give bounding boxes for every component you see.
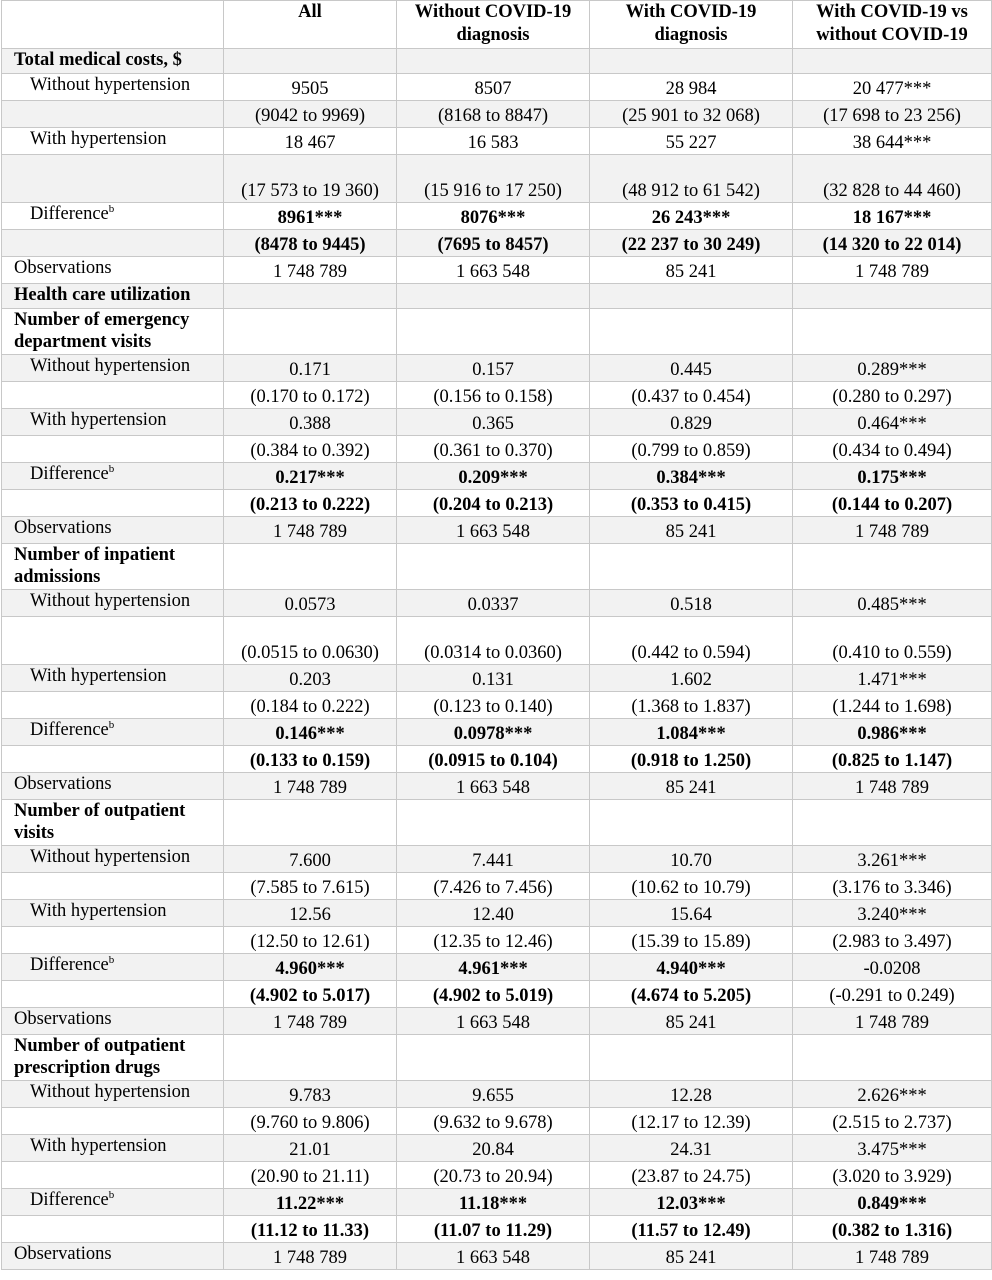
observations-row <box>2 257 992 284</box>
table-cell: (1.368 to 1.837) <box>590 692 793 719</box>
table-cell: 1 748 789 <box>793 257 992 284</box>
row-label-text: Without hypertension <box>30 1082 191 1102</box>
table-cell: 3.475*** <box>793 1135 992 1162</box>
row-label <box>2 846 224 873</box>
row-label <box>2 257 224 284</box>
table-cell: 1 663 548 <box>397 1008 590 1035</box>
table-cell: (9.760 to 9.806) <box>224 1108 397 1135</box>
footnote-marker: b <box>108 202 115 215</box>
row-label-text: Number of outpatient prescription drugs <box>14 1036 186 1078</box>
table-cell: 4.960*** <box>224 954 397 981</box>
table-cell: (0.384 to 0.392) <box>224 436 397 463</box>
table-cell: (2.515 to 2.737) <box>793 1108 992 1135</box>
table-cell: 0.485*** <box>793 590 992 617</box>
row-label-text: Total medical costs, $ <box>14 50 182 70</box>
section-label <box>2 49 224 74</box>
row-label-text: Number of outpatient visits <box>14 801 186 843</box>
table-cell: 7.600 <box>224 846 397 873</box>
table-cell: (9042 to 9969) <box>224 101 397 128</box>
table-cell: 1 748 789 <box>793 517 992 544</box>
table-cell: (9.632 to 9.678) <box>397 1108 590 1135</box>
footnote-marker: b <box>108 953 115 966</box>
table-row <box>2 203 992 230</box>
table-cell: 2.626*** <box>793 1081 992 1108</box>
table-cell: 0.986*** <box>793 719 992 746</box>
table-cell: 0.849*** <box>793 1189 992 1216</box>
row-label-text: Difference <box>30 720 109 740</box>
table-cell: (7695 to 8457) <box>397 230 590 257</box>
results-table <box>1 0 992 1270</box>
header-label <box>2 1 224 49</box>
table-cell: 12.40 <box>397 900 590 927</box>
table-cell: 1.602 <box>590 665 793 692</box>
row-label-text: Observations <box>14 1244 112 1264</box>
table-cell: (0.918 to 1.250) <box>590 746 793 773</box>
table-cell: (8168 to 8847) <box>397 101 590 128</box>
table-cell: (7.426 to 7.456) <box>397 873 590 900</box>
table-cell: 1 748 789 <box>224 257 397 284</box>
table-cell: (0.133 to 0.159) <box>224 746 397 773</box>
table-cell: 0.131 <box>397 665 590 692</box>
row-label <box>2 1189 224 1216</box>
table-cell <box>397 544 590 590</box>
table-cell: (0.0915 to 0.104) <box>397 746 590 773</box>
table-cell: (10.62 to 10.79) <box>590 873 793 900</box>
table-cell: 12.03*** <box>590 1189 793 1216</box>
table-cell <box>793 1035 992 1081</box>
table-cell: 16 583 <box>397 128 590 155</box>
table-cell: 1 748 789 <box>793 773 992 800</box>
table-cell: 0.464*** <box>793 409 992 436</box>
row-label <box>2 436 224 463</box>
table-row <box>2 230 992 257</box>
table-cell: 7.441 <box>397 846 590 873</box>
table-cell: (0.442 to 0.594) <box>590 617 793 665</box>
table-cell: 12.56 <box>224 900 397 927</box>
table-cell: 4.940*** <box>590 954 793 981</box>
table-cell: 1 748 789 <box>793 1008 992 1035</box>
section-row <box>2 544 992 590</box>
table-row <box>2 746 992 773</box>
table-row <box>2 900 992 927</box>
row-label <box>2 155 224 203</box>
row-label-text: Number of emergency department visits <box>14 310 190 352</box>
table-cell: 8961*** <box>224 203 397 230</box>
observations-row <box>2 1008 992 1035</box>
table-cell: 85 241 <box>590 1243 793 1270</box>
row-label <box>2 954 224 981</box>
footnote-marker: b <box>108 462 115 475</box>
table-cell: (0.382 to 1.316) <box>793 1216 992 1243</box>
row-label-text: Difference <box>30 464 109 484</box>
row-label-text: With hypertension <box>30 666 167 686</box>
table-cell: 1 748 789 <box>793 1243 992 1270</box>
row-label <box>2 203 224 230</box>
table-cell: (48 912 to 61 542) <box>590 155 793 203</box>
table-cell: (22 237 to 30 249) <box>590 230 793 257</box>
table-row <box>2 954 992 981</box>
table-cell: 15.64 <box>590 900 793 927</box>
section-row <box>2 1035 992 1081</box>
row-label-text: Without hypertension <box>30 356 191 376</box>
table-cell: 0.365 <box>397 409 590 436</box>
section-label <box>2 544 224 590</box>
table-cell: 0.217*** <box>224 463 397 490</box>
table-cell <box>224 49 397 74</box>
table-cell: (11.07 to 11.29) <box>397 1216 590 1243</box>
table-row <box>2 155 992 203</box>
footnote-marker: b <box>108 1188 115 1201</box>
table-cell: (0.213 to 0.222) <box>224 490 397 517</box>
table-cell: (0.204 to 0.213) <box>397 490 590 517</box>
footnote-marker: b <box>108 718 115 731</box>
section-row <box>2 284 992 309</box>
row-label <box>2 665 224 692</box>
table-row <box>2 436 992 463</box>
table-cell: (3.176 to 3.346) <box>793 873 992 900</box>
header-col-comparison: With COVID-19 vs without COVID-19 <box>793 1 992 49</box>
table-cell: 1 748 789 <box>224 517 397 544</box>
table-cell: 0.157 <box>397 355 590 382</box>
table-cell: 0.518 <box>590 590 793 617</box>
row-label <box>2 746 224 773</box>
table-cell: 8507 <box>397 74 590 101</box>
table-cell: 0.384*** <box>590 463 793 490</box>
table-cell: 0.0573 <box>224 590 397 617</box>
table-cell <box>397 309 590 355</box>
table-cell: (2.983 to 3.497) <box>793 927 992 954</box>
table-body <box>2 49 992 1270</box>
table-row <box>2 1081 992 1108</box>
row-label <box>2 617 224 665</box>
table-cell: (3.020 to 3.929) <box>793 1162 992 1189</box>
row-label-text: Observations <box>14 774 112 794</box>
table-cell <box>793 49 992 74</box>
table-cell: -0.0208 <box>793 954 992 981</box>
table-cell: (11.12 to 11.33) <box>224 1216 397 1243</box>
row-label <box>2 1243 224 1270</box>
table-row <box>2 617 992 665</box>
table-row <box>2 490 992 517</box>
table-cell: (4.902 to 5.019) <box>397 981 590 1008</box>
table-cell: 9.783 <box>224 1081 397 1108</box>
table-cell: (17 573 to 19 360) <box>224 155 397 203</box>
table-cell <box>224 284 397 309</box>
row-label-text: Health care utilization <box>14 285 191 305</box>
table-cell: 18 467 <box>224 128 397 155</box>
table-cell: 85 241 <box>590 257 793 284</box>
row-label-text: Difference <box>30 204 109 224</box>
table-cell <box>224 1035 397 1081</box>
row-label <box>2 981 224 1008</box>
table-row <box>2 692 992 719</box>
table-row <box>2 1216 992 1243</box>
table-cell: 0.0978*** <box>397 719 590 746</box>
row-label <box>2 1216 224 1243</box>
table-cell: 1 663 548 <box>397 1243 590 1270</box>
row-label <box>2 230 224 257</box>
table-cell <box>590 1035 793 1081</box>
row-label <box>2 719 224 746</box>
table-cell: (0.184 to 0.222) <box>224 692 397 719</box>
table-cell: (0.799 to 0.859) <box>590 436 793 463</box>
table-cell: (0.144 to 0.207) <box>793 490 992 517</box>
table-row <box>2 1135 992 1162</box>
table-cell <box>590 544 793 590</box>
table-cell: (11.57 to 12.49) <box>590 1216 793 1243</box>
table-cell: (23.87 to 24.75) <box>590 1162 793 1189</box>
table-cell: (0.0314 to 0.0360) <box>397 617 590 665</box>
table-cell <box>397 800 590 846</box>
table-cell <box>224 800 397 846</box>
row-label-text: With hypertension <box>30 410 167 430</box>
row-label <box>2 900 224 927</box>
table-cell: (1.244 to 1.698) <box>793 692 992 719</box>
table-cell: 55 227 <box>590 128 793 155</box>
table-cell <box>224 309 397 355</box>
table-cell: 0.175*** <box>793 463 992 490</box>
table-row <box>2 1162 992 1189</box>
table-cell: (0.825 to 1.147) <box>793 746 992 773</box>
table-cell: (-0.291 to 0.249) <box>793 981 992 1008</box>
row-label <box>2 490 224 517</box>
table-cell: 1 748 789 <box>224 773 397 800</box>
table-cell: 18 167*** <box>793 203 992 230</box>
table-cell: 12.28 <box>590 1081 793 1108</box>
section-label <box>2 800 224 846</box>
table-cell: (0.0515 to 0.0630) <box>224 617 397 665</box>
table-row <box>2 590 992 617</box>
table-cell: 24.31 <box>590 1135 793 1162</box>
table-cell: 10.70 <box>590 846 793 873</box>
table-cell <box>793 284 992 309</box>
row-label <box>2 101 224 128</box>
table-cell: 1 748 789 <box>224 1243 397 1270</box>
table-row <box>2 1108 992 1135</box>
table-cell: 1 663 548 <box>397 517 590 544</box>
table-cell <box>397 1035 590 1081</box>
table-row <box>2 719 992 746</box>
table-cell: 1 748 789 <box>224 1008 397 1035</box>
table-cell: 20.84 <box>397 1135 590 1162</box>
table-cell: 0.445 <box>590 355 793 382</box>
table-row <box>2 1189 992 1216</box>
row-label <box>2 355 224 382</box>
observations-row <box>2 1243 992 1270</box>
table-cell <box>590 800 793 846</box>
row-label-text: Observations <box>14 258 112 278</box>
table-cell: (7.585 to 7.615) <box>224 873 397 900</box>
row-label-text: Number of inpatient admissions <box>14 545 176 587</box>
header-row <box>2 1 992 49</box>
table-cell: (4.674 to 5.205) <box>590 981 793 1008</box>
table-row <box>2 873 992 900</box>
table-cell: 28 984 <box>590 74 793 101</box>
section-row <box>2 309 992 355</box>
table-cell: 11.22*** <box>224 1189 397 1216</box>
row-label-text: With hypertension <box>30 129 167 149</box>
row-label-text: Without hypertension <box>30 847 191 867</box>
table-cell: 20 477*** <box>793 74 992 101</box>
row-label <box>2 927 224 954</box>
header-col-with-covid: With COVID-19 diagnosis <box>590 1 793 49</box>
table-row <box>2 409 992 436</box>
table-cell: (0.410 to 0.559) <box>793 617 992 665</box>
observations-row <box>2 517 992 544</box>
table-cell: 85 241 <box>590 773 793 800</box>
table-row <box>2 981 992 1008</box>
table-cell: (0.353 to 0.415) <box>590 490 793 517</box>
table-cell: (20.73 to 20.94) <box>397 1162 590 1189</box>
row-label <box>2 463 224 490</box>
table-row <box>2 382 992 409</box>
table-cell: 1 663 548 <box>397 773 590 800</box>
header-col-all: All <box>224 1 397 49</box>
row-label <box>2 773 224 800</box>
table-cell <box>793 800 992 846</box>
section-label <box>2 284 224 309</box>
table-cell: (0.437 to 0.454) <box>590 382 793 409</box>
table-cell: (0.280 to 0.297) <box>793 382 992 409</box>
table-cell: 38 644*** <box>793 128 992 155</box>
table-cell: 0.171 <box>224 355 397 382</box>
table-cell: (4.902 to 5.017) <box>224 981 397 1008</box>
row-label <box>2 1162 224 1189</box>
row-label-text: Difference <box>30 1190 109 1210</box>
table-cell: (8478 to 9445) <box>224 230 397 257</box>
table-cell: 3.261*** <box>793 846 992 873</box>
table-cell: 0.829 <box>590 409 793 436</box>
table-cell: 21.01 <box>224 1135 397 1162</box>
table-cell: (0.361 to 0.370) <box>397 436 590 463</box>
table-cell <box>224 544 397 590</box>
table-cell: (0.123 to 0.140) <box>397 692 590 719</box>
table-cell: 0.203 <box>224 665 397 692</box>
table-cell: 0.388 <box>224 409 397 436</box>
table-cell: 85 241 <box>590 517 793 544</box>
table-cell: (12.35 to 12.46) <box>397 927 590 954</box>
table-cell: (12.50 to 12.61) <box>224 927 397 954</box>
table-cell <box>590 49 793 74</box>
table-row <box>2 101 992 128</box>
row-label <box>2 1081 224 1108</box>
table-cell <box>793 544 992 590</box>
table-cell <box>397 49 590 74</box>
row-label <box>2 590 224 617</box>
row-label <box>2 74 224 101</box>
table-cell: (25 901 to 32 068) <box>590 101 793 128</box>
table-cell: 1.471*** <box>793 665 992 692</box>
row-label <box>2 382 224 409</box>
table-cell: 85 241 <box>590 1008 793 1035</box>
row-label-text: With hypertension <box>30 901 167 921</box>
table-cell: (15.39 to 15.89) <box>590 927 793 954</box>
table-cell: 4.961*** <box>397 954 590 981</box>
table-cell: 3.240*** <box>793 900 992 927</box>
table-cell: 0.289*** <box>793 355 992 382</box>
table-cell: (12.17 to 12.39) <box>590 1108 793 1135</box>
table-row <box>2 128 992 155</box>
row-label <box>2 1135 224 1162</box>
table-cell: 1 663 548 <box>397 257 590 284</box>
table-cell: (0.156 to 0.158) <box>397 382 590 409</box>
table-cell: 11.18*** <box>397 1189 590 1216</box>
row-label-text: Observations <box>14 518 112 538</box>
row-label <box>2 517 224 544</box>
table-cell: 9.655 <box>397 1081 590 1108</box>
row-label <box>2 128 224 155</box>
row-label-text: Difference <box>30 955 109 975</box>
row-label-text: Without hypertension <box>30 591 191 611</box>
table-cell: (14 320 to 22 014) <box>793 230 992 257</box>
section-label <box>2 1035 224 1081</box>
section-row <box>2 800 992 846</box>
row-label <box>2 1108 224 1135</box>
table-row <box>2 665 992 692</box>
row-label <box>2 692 224 719</box>
row-label <box>2 873 224 900</box>
header-col-without-covid: Without COVID-19 diagnosis <box>397 1 590 49</box>
table-cell <box>793 309 992 355</box>
table-cell: (32 828 to 44 460) <box>793 155 992 203</box>
row-label-text: Without hypertension <box>30 75 191 95</box>
table-cell: 9505 <box>224 74 397 101</box>
table-cell: 26 243*** <box>590 203 793 230</box>
table-cell <box>397 284 590 309</box>
table-cell: 0.146*** <box>224 719 397 746</box>
table-cell: 0.0337 <box>397 590 590 617</box>
row-label <box>2 409 224 436</box>
table-cell: (15 916 to 17 250) <box>397 155 590 203</box>
row-label-text: Observations <box>14 1009 112 1029</box>
table-cell <box>590 309 793 355</box>
table-row <box>2 355 992 382</box>
table-cell: (0.170 to 0.172) <box>224 382 397 409</box>
table-cell <box>590 284 793 309</box>
section-row <box>2 49 992 74</box>
row-label-text: With hypertension <box>30 1136 167 1156</box>
table-cell: (0.434 to 0.494) <box>793 436 992 463</box>
section-label <box>2 309 224 355</box>
row-label <box>2 1008 224 1035</box>
table-cell: 1.084*** <box>590 719 793 746</box>
table-cell: 8076*** <box>397 203 590 230</box>
table-row <box>2 927 992 954</box>
table-row <box>2 74 992 101</box>
table-cell: (17 698 to 23 256) <box>793 101 992 128</box>
table-row <box>2 846 992 873</box>
observations-row <box>2 773 992 800</box>
table-cell: 0.209*** <box>397 463 590 490</box>
table-row <box>2 463 992 490</box>
table-cell: (20.90 to 21.11) <box>224 1162 397 1189</box>
